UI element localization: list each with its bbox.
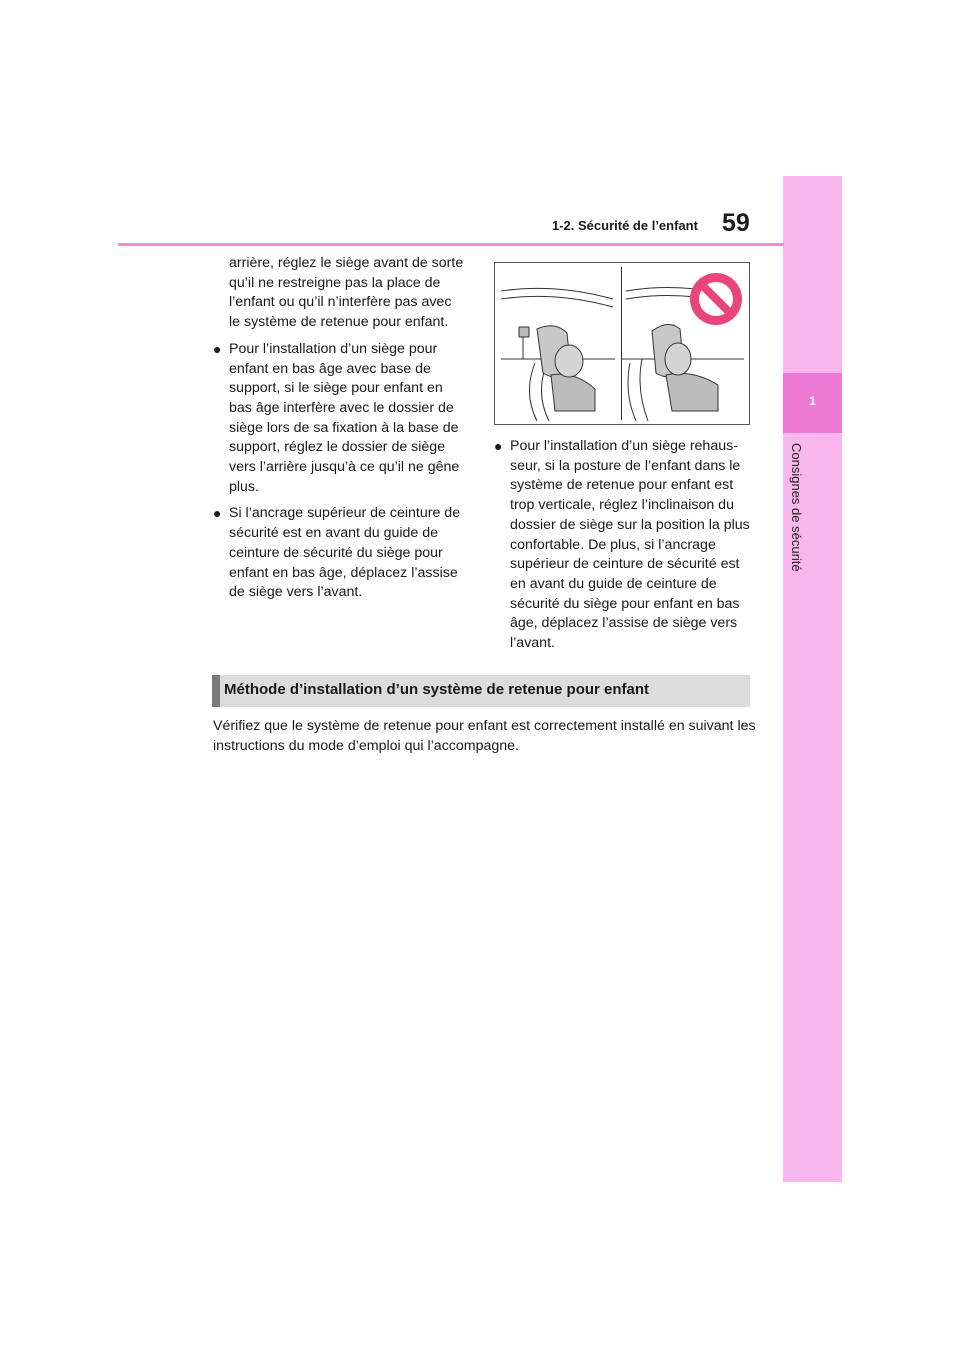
continuation-text: arrière, réglez le siège avant de sorte qu’il ne restreigne pas la place de l’enfant ou qu’il n’interfère pas avec le système de retenue pour enfant. — [229, 255, 464, 331]
bullet-item: ● Pour l’installation d’un siège rehaus-seur, si la posture de l’enfant dans le système de retenue pour enfant est trop verticale, réglez l’inclinaison du dossier de siège sur la position la plus confortable. De plus, si l’ancrage supérieur de ceinture de sécurité est en avant du guide de ceinture de sécurité du siège pour enfant en bas âge, déplacez l’assise de siège vers l’avant. — [494, 438, 750, 652]
chapter-label: Consignes de sécurité — [789, 443, 804, 572]
booster-seat-incorrect-illustration — [622, 263, 749, 424]
chapter-number: 1 — [809, 394, 816, 408]
bullet-icon: ● — [494, 438, 503, 454]
section-header: 1-2. Sécurité de l’enfant — [552, 218, 698, 233]
section-accent — [212, 675, 220, 707]
bullet-icon: ● — [213, 505, 222, 522]
section-title: Méthode d’installation d’un système de retenue pour enfant — [224, 681, 650, 698]
page-number: 59 — [722, 209, 750, 237]
bullet-item: ● Si l’ancrage supérieur de ceinture de sécurité est en avant du guide de ceinture de sécurité du siège pour enfant en bas âge, déplacez l’assise de siège vers l’avant. — [213, 505, 461, 601]
bullet-icon: ● — [213, 340, 222, 357]
left-column — [213, 254, 465, 610]
right-column — [494, 437, 750, 661]
side-tab — [783, 176, 842, 1182]
booster-seat-figure — [494, 262, 750, 425]
header-rule — [118, 243, 784, 246]
section-body: Vérifiez que le système de retenue pour enfant est correctement installé en suivant les instructions du mode d’emploi qui l’accompagne. — [213, 718, 756, 754]
prohibited-icon — [690, 273, 742, 325]
bullet-item: ● Pour l’installation d’un siège pour enfant en bas âge avec base de support, si le siège pour enfant en bas âge interfère avec le dossier de siège lors de sa fixation à la base de support, réglez le dossier de siège vers l’arrière jusqu’à ce qu’il ne gêne plus. — [213, 340, 460, 495]
